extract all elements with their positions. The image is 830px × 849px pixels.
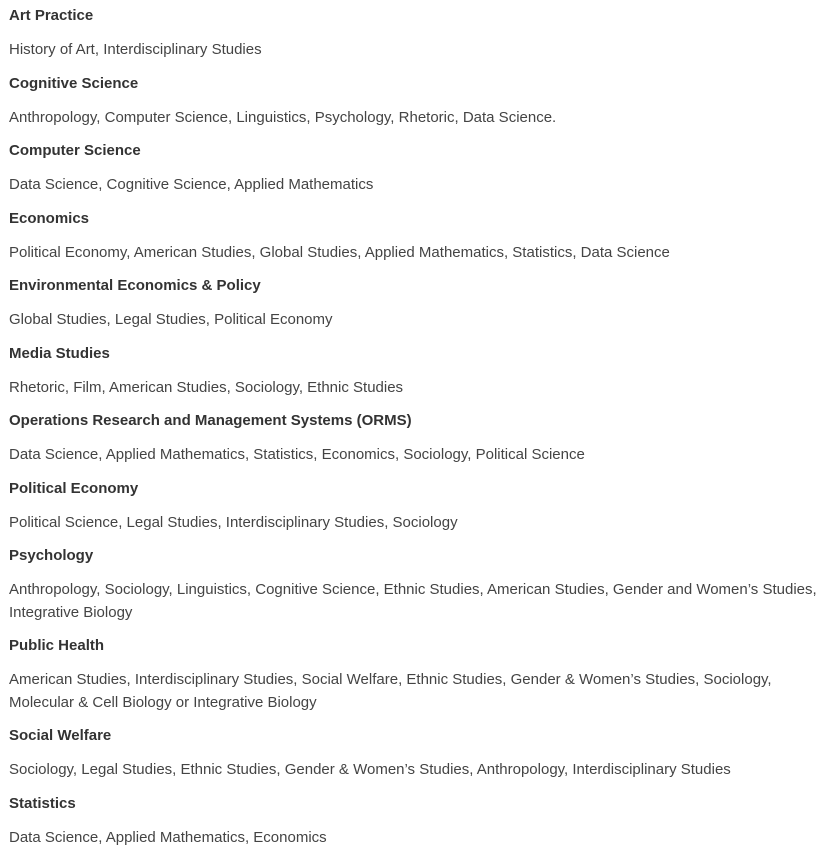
related-majors: Data Science, Applied Mathematics, Economics (9, 827, 821, 849)
major-title: Public Health (9, 635, 821, 657)
list-item (9, 478, 821, 535)
list-item (9, 73, 821, 130)
list-item (9, 793, 821, 849)
related-majors: Anthropology, Sociology, Linguistics, Cognitive Science, Ethnic Studies, American Studies, Gender and Women’s Studies, Integrative Biology (9, 579, 821, 624)
related-majors: American Studies, Interdisciplinary Studies, Social Welfare, Ethnic Studies, Gender & Women’s Studies, Sociology, Molecular & Cell Biology or Integrative Biology (9, 669, 821, 714)
list-item (9, 208, 821, 265)
related-majors: Political Economy, American Studies, Global Studies, Applied Mathematics, Statistics, Data Science (9, 242, 821, 265)
major-title: Political Economy (9, 478, 821, 500)
list-item (9, 5, 821, 62)
major-title: Economics (9, 208, 821, 230)
related-majors: History of Art, Interdisciplinary Studies (9, 39, 821, 62)
list-item (9, 725, 821, 782)
list-item (9, 140, 821, 197)
related-majors: Data Science, Cognitive Science, Applied Mathematics (9, 174, 821, 197)
major-title: Computer Science (9, 140, 821, 162)
related-majors: Political Science, Legal Studies, Interdisciplinary Studies, Sociology (9, 512, 821, 535)
major-title: Psychology (9, 545, 821, 567)
major-title: Social Welfare (9, 725, 821, 747)
list-item (9, 635, 821, 714)
major-title: Media Studies (9, 343, 821, 365)
major-title: Statistics (9, 793, 821, 815)
related-majors: Anthropology, Computer Science, Linguistics, Psychology, Rhetoric, Data Science. (9, 107, 821, 130)
major-title: Environmental Economics & Policy (9, 275, 821, 297)
list-item (9, 410, 821, 467)
related-majors: Rhetoric, Film, American Studies, Sociology, Ethnic Studies (9, 377, 821, 400)
major-title: Operations Research and Management Systems (ORMS) (9, 410, 821, 432)
major-title: Cognitive Science (9, 73, 821, 95)
list-item (9, 545, 821, 624)
related-majors: Global Studies, Legal Studies, Political Economy (9, 309, 821, 332)
major-title: Art Practice (9, 5, 821, 27)
related-majors: Sociology, Legal Studies, Ethnic Studies, Gender & Women’s Studies, Anthropology, Interdisciplinary Studies (9, 759, 821, 782)
related-majors: Data Science, Applied Mathematics, Statistics, Economics, Sociology, Political Science (9, 444, 821, 467)
list-item (9, 343, 821, 400)
list-item (9, 275, 821, 332)
